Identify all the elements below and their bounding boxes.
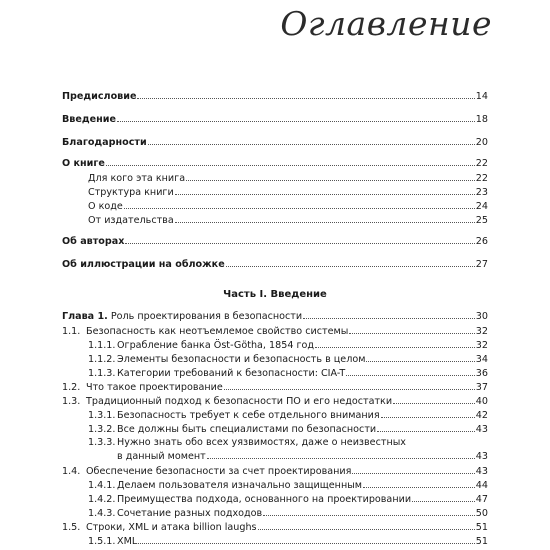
part-heading: Часть I. Введение (223, 289, 327, 300)
leader-dots (393, 395, 475, 404)
chapter-number: Глава 1. (62, 311, 108, 322)
toc-page: 36 (475, 368, 488, 379)
toc-label: Сочетание разных подходов (117, 508, 263, 519)
toc-entry-section[interactable] (62, 381, 488, 393)
section-number: 1.3.1. (88, 410, 116, 421)
toc-label: Что такое проектирование (86, 382, 223, 393)
section-number: 1.5.1. (88, 536, 116, 547)
toc-page: 27 (475, 259, 488, 270)
toc-label: Для кого эта книга (88, 173, 186, 184)
toc-label: Традиционный подход к безопасности ПО и его недостатки (86, 396, 393, 407)
toc-entry-subsection[interactable] (88, 479, 488, 491)
toc-label: От издательства (88, 215, 174, 226)
toc-label: Нужно знать обо всех уязвимостях, даже о неизвестных (117, 437, 406, 448)
toc-page: 24 (475, 201, 488, 212)
leader-dots (263, 507, 475, 516)
toc-label: Об авторах (62, 236, 125, 247)
toc-entry-section[interactable] (62, 521, 488, 533)
toc-label: Безопасность как неотъемлемое свойство системы (86, 326, 349, 337)
toc-label: Безопасность требует к себе отдельного внимания (117, 410, 380, 421)
toc-entry-subsection[interactable] (88, 339, 488, 351)
toc-entry-subsection[interactable] (88, 437, 488, 448)
toc-page: 43 (475, 424, 488, 435)
toc-entry-chapter-1[interactable] (62, 310, 488, 322)
toc-page: 43 (475, 466, 488, 477)
section-number: 1.4.3. (88, 508, 116, 519)
toc-label: Обеспечение безопасности за счет проектирования (86, 466, 352, 477)
toc-label: XML (117, 536, 138, 547)
toc-entry-subsection[interactable] (88, 507, 488, 519)
toc-page: 32 (475, 340, 488, 351)
chapter-contents (62, 0, 488, 550)
toc-page: 14 (475, 91, 488, 102)
toc-page: 25 (475, 215, 488, 226)
section-number: 1.1.2. (88, 354, 116, 365)
section-number: 1.3. (62, 396, 81, 407)
toc-label: Введение (62, 114, 117, 125)
toc-label: Элементы безопасности и безопасность в целом (117, 354, 366, 365)
toc-page: 44 (475, 480, 488, 491)
toc-entry-subsection[interactable] (88, 353, 488, 365)
toc-entry-subsection[interactable] (88, 535, 488, 547)
toc-page: 20 (475, 137, 488, 148)
toc-entry-subsection[interactable] (88, 367, 488, 379)
toc-label: О коде (88, 201, 123, 212)
toc-entry-section[interactable] (62, 465, 488, 477)
toc-label: Преимущества подхода, основанного на проектировании (117, 494, 412, 505)
leader-dots (363, 479, 475, 488)
toc-label: Благодарности (62, 137, 147, 148)
leader-dots (366, 353, 474, 362)
toc-label: Роль проектирования в безопасности (110, 311, 303, 322)
toc-page: 23 (475, 187, 488, 198)
leader-dots (258, 521, 475, 530)
section-number: 1.1. (62, 326, 81, 337)
toc-page: 37 (475, 382, 488, 393)
toc-page: 34 (475, 354, 488, 365)
leader-dots (303, 310, 475, 319)
toc-page: 47 (475, 494, 488, 505)
toc-entry-subsection[interactable] (88, 493, 488, 505)
toc-page: 30 (475, 311, 488, 322)
page-title: Оглавление (280, 4, 492, 43)
section-number: 1.1.3. (88, 368, 116, 379)
toc-label: Строки, XML и атака billion laughs (86, 522, 257, 533)
leader-dots (412, 493, 475, 502)
toc-label: в данный момент (117, 451, 206, 462)
leader-dots (138, 535, 475, 544)
toc-page: 51 (475, 536, 488, 547)
toc-entry-section[interactable] (62, 395, 488, 407)
toc-page: 50 (475, 508, 488, 519)
toc-label: Категории требований к безопасности: CIA-T (117, 368, 346, 379)
section-number: 1.1.1. (88, 340, 116, 351)
toc-page: 42 (475, 410, 488, 421)
toc-label: Об иллюстрации на обложке (62, 259, 225, 270)
toc-label: О книге (62, 158, 105, 169)
toc-entry-subsection[interactable] (88, 423, 488, 435)
toc-entry-subsection-continued[interactable] (88, 450, 488, 462)
toc-label: Ограбление банка Öst-Götha, 1854 год (117, 340, 315, 351)
toc-entry-section[interactable] (62, 325, 488, 337)
leader-dots (207, 450, 475, 459)
leader-dots (377, 423, 475, 432)
toc-label: Предисловие (62, 91, 137, 102)
section-number: 1.3.2. (88, 424, 116, 435)
leader-dots (224, 381, 475, 390)
toc-page: 22 (475, 173, 488, 184)
section-number: 1.5. (62, 522, 81, 533)
leader-dots (315, 339, 475, 348)
toc-page: 43 (475, 451, 488, 462)
toc-page: 40 (475, 396, 488, 407)
toc-entry-subsection[interactable] (88, 409, 488, 421)
leader-dots (352, 465, 474, 474)
toc-label: Структура книги (88, 187, 174, 198)
toc-page: 26 (475, 236, 488, 247)
section-number: 1.4.2. (88, 494, 116, 505)
toc-page: 22 (475, 158, 488, 169)
leader-dots (346, 367, 474, 376)
toc-label: Делаем пользователя изначально защищенным (117, 480, 363, 491)
section-number: 1.2. (62, 382, 81, 393)
toc-page: 32 (475, 326, 488, 337)
toc-page: 51 (475, 522, 488, 533)
leader-dots (381, 409, 475, 418)
section-number: 1.3.3. (88, 437, 116, 448)
leader-dots (349, 325, 474, 334)
section-number: 1.4. (62, 466, 81, 477)
section-number: 1.4.1. (88, 480, 116, 491)
toc-page: 18 (475, 114, 488, 125)
toc-label: Все должны быть специалистами по безопасности (117, 424, 377, 435)
